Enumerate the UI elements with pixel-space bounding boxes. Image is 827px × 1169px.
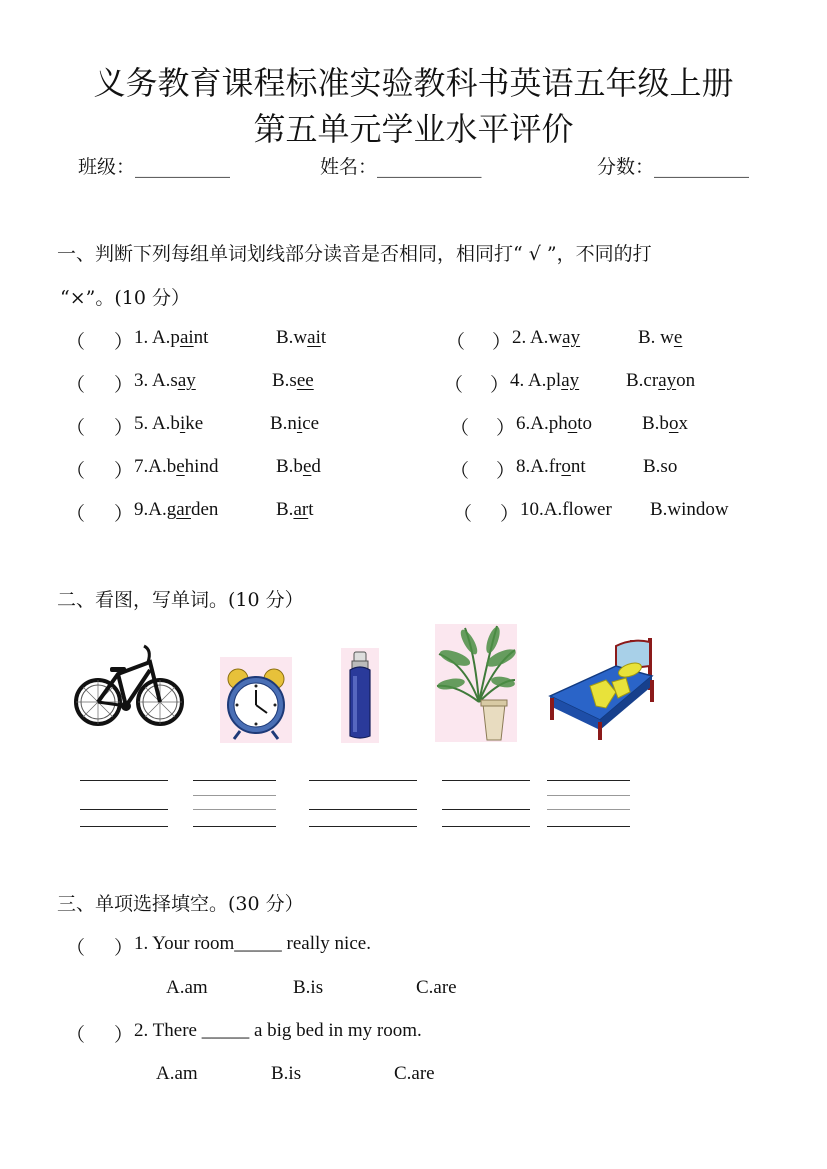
write-line[interactable] [193, 809, 276, 810]
s1-answer-paren-left[interactable]: （ [446, 332, 466, 353]
s1-item-a: 4. A.play [510, 370, 580, 391]
s1-item-b: B.so [643, 456, 678, 477]
s1-answer-paren-left[interactable]: （ [66, 504, 86, 525]
s1-answer-paren-left[interactable]: （ [450, 418, 470, 439]
s1-item-b: B.box [642, 413, 688, 434]
score-blank[interactable]: __________ [654, 156, 750, 178]
s1-item-a: 10.A.flower [520, 499, 612, 520]
write-line[interactable] [193, 795, 276, 796]
s1-answer-paren-left[interactable]: （ [444, 375, 464, 396]
s1-item-a: 5. A.bike [134, 413, 204, 434]
s3-answer-paren-left[interactable]: （ [66, 938, 86, 959]
s3-question-stem: 2. There _____ a big bed in my room. [134, 1020, 422, 1041]
s1-answer-paren-right: ） [492, 332, 512, 353]
write-line[interactable] [80, 826, 168, 827]
write-line[interactable] [309, 826, 417, 827]
water-bottle-picture [341, 648, 379, 743]
alarm-clock-picture [220, 657, 292, 743]
s1-answer-paren-left[interactable]: （ [66, 461, 86, 482]
s3-option-c: C.are [416, 977, 457, 998]
s1-answer-paren-right: ） [114, 375, 134, 396]
write-line[interactable] [193, 780, 276, 781]
s1-answer-paren-right: ） [500, 504, 520, 525]
name-blank[interactable]: ___________ [377, 156, 482, 178]
page-title: 义务教育课程标准实验教科书英语五年级上册 [93, 64, 734, 102]
s1-item-b: B.wait [276, 327, 327, 348]
write-line[interactable] [193, 826, 276, 827]
s1-answer-paren-left[interactable]: （ [450, 461, 470, 482]
bicycle-picture [74, 640, 184, 740]
bed-picture [546, 636, 654, 742]
s1-answer-paren-left[interactable]: （ [453, 504, 473, 525]
write-line[interactable] [547, 809, 630, 810]
s1-answer-paren-right: ） [114, 332, 134, 353]
section3-heading: 三、单项选择填空。(30 分） [57, 893, 304, 915]
write-line[interactable] [309, 780, 417, 781]
s1-item-b: B.bed [276, 456, 321, 477]
s1-answer-paren-left[interactable]: （ [66, 332, 86, 353]
s1-answer-paren-right: ） [496, 418, 516, 439]
s1-answer-paren-left[interactable]: （ [66, 418, 86, 439]
section1-heading: 一、判断下列每组单词划线部分读音是否相同，相同打“ √ ”，不同的打 [57, 243, 652, 265]
score-label: 分数： [597, 156, 655, 178]
class-field[interactable] [78, 152, 230, 179]
write-line[interactable] [547, 780, 630, 781]
s1-item-a: 2. A.way [512, 327, 581, 348]
write-line[interactable] [442, 809, 530, 810]
s1-answer-paren-right: ） [496, 461, 516, 482]
s3-answer-paren-left[interactable]: （ [66, 1025, 86, 1046]
s1-item-a: 8.A.front [516, 456, 586, 477]
score-field[interactable] [597, 152, 749, 179]
s3-answer-paren-right: ） [114, 1025, 134, 1046]
write-line[interactable] [547, 826, 630, 827]
s3-answer-paren-right: ） [114, 938, 134, 959]
write-line[interactable] [547, 795, 630, 796]
s3-option-a: A.am [156, 1063, 198, 1084]
s1-item-a: 7.A.behind [134, 456, 219, 477]
s3-question-stem: 1. Your room_____ really nice. [134, 933, 371, 954]
s3-option-a: A.am [166, 977, 208, 998]
s1-item-b: B. we [638, 327, 683, 348]
s1-answer-paren-right: ） [114, 461, 134, 482]
write-line[interactable] [309, 809, 417, 810]
name-label: 姓名： [320, 156, 378, 178]
s1-item-b: B.see [272, 370, 314, 391]
s1-answer-paren-right: ） [490, 375, 510, 396]
s1-answer-paren-left[interactable]: （ [66, 375, 86, 396]
s1-item-b: B.crayon [626, 370, 696, 391]
section1-heading-cont: “×”。(10 分） [60, 287, 190, 309]
s1-item-a: 1. A.paint [134, 327, 209, 348]
page-subtitle: 第五单元学业水平评价 [253, 110, 574, 148]
s1-item-a: 3. A.say [134, 370, 196, 391]
s3-option-b: B.is [271, 1063, 302, 1084]
write-line[interactable] [442, 780, 530, 781]
s1-item-a: 9.A.garden [134, 499, 219, 520]
write-line[interactable] [442, 826, 530, 827]
class-blank[interactable]: __________ [135, 156, 231, 178]
write-line[interactable] [80, 780, 168, 781]
class-label: 班级： [78, 156, 136, 178]
s1-item-a: 6.A.photo [516, 413, 593, 434]
section2-heading: 二、看图，写单词。(10 分） [57, 589, 304, 611]
name-field[interactable] [320, 152, 482, 179]
s1-item-b: B.art [276, 499, 314, 520]
s3-option-b: B.is [293, 977, 324, 998]
s1-answer-paren-right: ） [114, 504, 134, 525]
s1-item-b: B.nice [270, 413, 320, 434]
write-line[interactable] [80, 809, 168, 810]
s1-answer-paren-right: ） [114, 418, 134, 439]
s1-item-b: B.window [650, 499, 729, 520]
potted-plant-picture [435, 624, 517, 742]
s3-option-c: C.are [394, 1063, 435, 1084]
